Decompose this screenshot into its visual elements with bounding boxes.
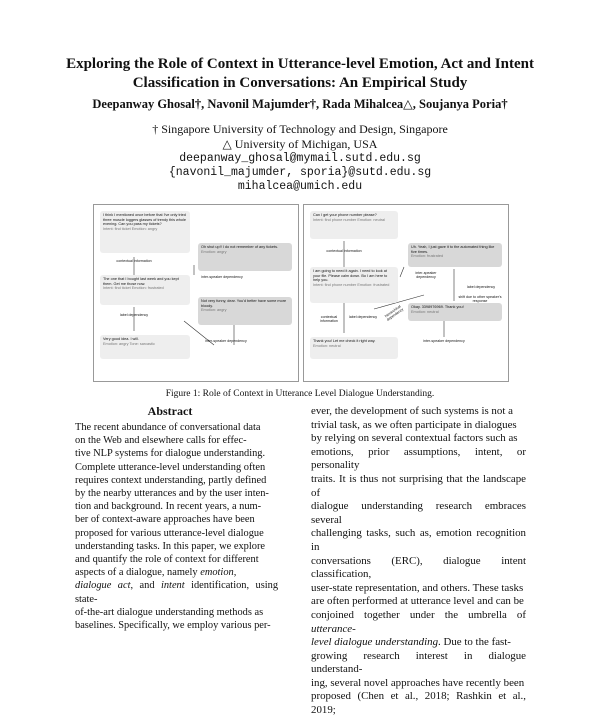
figure-right-panel	[303, 204, 509, 382]
right-utterance-1: Can I get your phone number please? Intent: find phone number Emotion: neutral	[310, 211, 398, 239]
abstract-line: by the nearby utterances and by the user inten-	[75, 488, 269, 500]
right-label-context: contextual information	[326, 249, 362, 253]
right-utterance-4: Okay. 3398976969. Thank you! Emotion: neutral	[408, 303, 502, 321]
title-line-2: Classification in Conversations: An Empirical Study	[132, 75, 468, 91]
body-line: by relying on several contextual factors such as	[311, 432, 518, 445]
abstract-line: The recent abundance of conversational data	[75, 422, 261, 433]
abstract-heading: Abstract	[147, 404, 193, 418]
abstract-line: aspects of a dialogue, namely emotion,	[75, 567, 237, 579]
body-line: conversations (ERC), dialogue intent classification,	[311, 554, 526, 581]
right-utterance-3: I am going to need it again. I need to look at your file. Please calm down. Bo I am here to help you. Intent: find phone number Emotion: frustrated	[310, 267, 398, 303]
body-line: ever, the development of such systems is not a	[311, 405, 513, 417]
right-label-dep: label dependency	[466, 285, 496, 289]
body-line: are often performed at utterance level and can be	[311, 595, 524, 608]
body-line: conjoined together under the umbrella of utterance-	[311, 608, 526, 635]
body-line: trivial task, as we often participate in dialogues	[311, 418, 517, 431]
affiliation-2: △ University of Michigan, USA	[222, 137, 378, 151]
abstract-line: Complete utterance-level understanding often	[75, 461, 266, 473]
body-line: level dialogue understanding. Due to the fast-	[311, 636, 511, 649]
body-line: ing, several novel approaches have recently been	[311, 676, 525, 689]
body-line: emotions, prior assumptions, intent, or personality	[311, 445, 526, 472]
right-utterance-5: Thank you! Let me check it right way. Emotion: neutral	[310, 337, 398, 359]
body-line: growing research interest in dialogue understand-	[311, 649, 526, 676]
left-label-context: contextual information	[116, 259, 152, 263]
left-utterance-1: I think I mentioned once before that I've only tried three muscle loggers glasses of trendy this whole evening. Can you pass my tickets? Intent: find ticket Emotion: angry	[100, 211, 190, 253]
abstract-line: understanding tasks. In this paper, we explore	[75, 540, 266, 552]
left-label-dep: label dependency	[119, 313, 149, 317]
email-1: deepanway_ghosal@mymail.sutd.edu.sg	[179, 152, 421, 165]
abstract-line: tive NLP systems for dialogue understanding.	[75, 448, 266, 460]
abstract-line: requires context understanding, partly defined	[75, 474, 267, 486]
abstract-line: tion and background. In recent years, a num-	[75, 501, 262, 513]
right-label-dep-2: label dependency	[348, 315, 378, 319]
left-utterance-4: Not very funny, dear. You'd better have some more bloody. Emotion: angry	[198, 297, 292, 325]
body-line: proposed (Chen et al., 2018; Rashkin et al., 2019;	[311, 690, 526, 717]
body-column	[311, 405, 526, 718]
left-utterance-3: The one that I bought last week and you kept them. Get me those now. Intent: find ticket Emotion: frustrated	[100, 275, 190, 305]
right-label-diag: hierarchical dependency	[384, 304, 405, 322]
abstract-line: ber of context-aware approaches have been	[75, 514, 255, 526]
abstract-line: on the Web and elsewhere calls for effec-	[75, 435, 247, 447]
left-utterance-5: Very good idea. I will. Emotion: angry Tone: sarcastic	[100, 335, 190, 359]
figure-caption: Figure 1: Role of Context in Utterance Level Dialogue Understanding.	[165, 389, 435, 399]
left-label-isd-1: inter-speaker dependency	[201, 275, 243, 279]
authors: Deepanway Ghosal†, Navonil Majumder†, Rada Mihalcea△, Soujanya Poria†	[92, 97, 508, 111]
figure-left-panel	[93, 204, 299, 382]
right-label-shift: shift due to other speaker's response	[458, 295, 502, 303]
right-label-isd-2: inter-speaker dependency	[423, 339, 465, 343]
body-line: challenging tasks, such as, emotion recognition in	[311, 527, 526, 553]
abstract-line: of-the-art dialogue understanding methods as	[75, 606, 264, 618]
body-line: dialogue understanding research embraces several	[311, 500, 526, 526]
email-2: {navonil_majumder, sporia}@sutd.edu.sg	[168, 166, 432, 179]
left-utterance-2: Oh shut up!! I do not remember of any tickets. Emotion: angry	[198, 243, 292, 271]
abstract-line: proposed for various utterance-level dialogue	[75, 527, 264, 539]
right-utterance-2: Uh. Yeah, I just gave it to the automated thing like five times. Emotion: frustrated	[408, 243, 502, 267]
email-3: mihalcea@umich.edu	[237, 180, 363, 193]
left-label-isd-2: inter-speaker dependency	[205, 339, 247, 343]
abstract-line: dialogue act, and intent identification, using state-	[75, 580, 279, 605]
body-line: user-state representation, and others. These tasks	[311, 581, 524, 594]
right-label-context-2: contextual information	[320, 315, 338, 323]
title-line-1: Exploring the Role of Context in Utterance-level Emotion, Act and Intent	[66, 56, 534, 72]
right-label-isd: inter-speaker dependency	[415, 271, 437, 279]
abstract-line: baselines. Specifically, we employ various per-	[75, 620, 271, 632]
affiliation-1: † Singapore University of Technology and Design, Singapore	[152, 122, 448, 136]
paper-title	[40, 55, 560, 93]
body-line: traits. It is thus not surprising that the landscape of	[311, 472, 526, 499]
abstract-body	[75, 421, 278, 632]
abstract-line: and quantify the role of context for different	[75, 554, 259, 566]
